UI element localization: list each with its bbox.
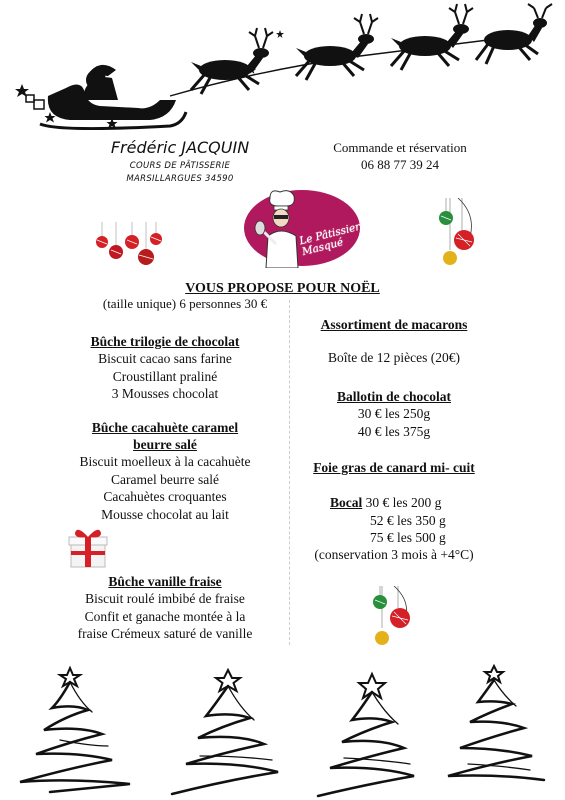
ornaments-icon bbox=[368, 586, 418, 648]
buche2-title: Bûche cacahuète caramel bbox=[91, 420, 239, 435]
buche1-title: Bûche trilogie de chocolat bbox=[90, 334, 240, 349]
conservation-note: (conservation 3 mois à +4°C) bbox=[314, 547, 474, 562]
buche1-line: Biscuit cacao sans farine bbox=[98, 351, 232, 366]
ornaments-icon bbox=[94, 222, 164, 272]
buche3-title: Bûche vanille fraise bbox=[108, 574, 222, 589]
ballotin-line: 30 € les 250g bbox=[357, 406, 431, 421]
buche2-line: Caramel beurre salé bbox=[111, 471, 219, 487]
ballotin-line: 40 € les 375g bbox=[357, 423, 431, 439]
buche2-line: Mousse chocolat au lait bbox=[101, 506, 229, 522]
buche1-line: Croustillant praliné bbox=[112, 368, 218, 384]
gift-icon bbox=[67, 527, 109, 569]
bocal-label: Bocal bbox=[330, 495, 363, 510]
buche2-title-2: beurre salé bbox=[133, 437, 197, 452]
offer-title: VOUS PROPOSE POUR NOËL bbox=[185, 281, 380, 296]
macarons-line: Boîte de 12 pièces (20€) bbox=[328, 350, 460, 365]
business-line-1: COURS DE PÂTISSERIE bbox=[129, 161, 231, 171]
buche2-line: Cacahuètes croquantes bbox=[103, 489, 227, 504]
buche3-line: fraise Crémeux saturé de vanille bbox=[77, 626, 253, 641]
ornaments-icon bbox=[436, 198, 486, 268]
phone-number: 06 88 77 39 24 bbox=[361, 157, 439, 172]
bocal-price: 30 € les 200 g bbox=[362, 495, 442, 510]
bocal-price: 75 € les 500 g bbox=[370, 530, 446, 545]
christmas-tree-icon bbox=[0, 660, 565, 800]
bocal-price: 52 € les 350 g bbox=[370, 512, 446, 528]
ballotin-title: Ballotin de chocolat bbox=[337, 389, 451, 404]
buche3-line: Confit et ganache montée à la bbox=[84, 608, 246, 624]
buche3-line: Biscuit roulé imbibé de fraise bbox=[85, 591, 245, 606]
contact-label: Commande et réservation bbox=[333, 140, 467, 155]
logo-text: Le Pâtissier Masqué bbox=[298, 220, 362, 259]
buche2-line: Biscuit moelleux à la cacahuète bbox=[79, 454, 251, 469]
foie-title: Foie gras de canard mi- cuit bbox=[313, 460, 475, 475]
star-icon bbox=[60, 666, 503, 698]
macarons-title: Assortiment de macarons bbox=[320, 317, 468, 332]
business-line-2: MARSILLARGUES 34590 bbox=[126, 174, 234, 184]
size-info: (taille unique) 6 personnes 30 € bbox=[102, 296, 268, 311]
column-divider bbox=[289, 300, 290, 645]
santa-sleigh-icon bbox=[0, 0, 565, 130]
buche1-line: 3 Mousses chocolat bbox=[111, 386, 219, 401]
baker-name: Frédéric JACQUIN bbox=[110, 138, 250, 157]
